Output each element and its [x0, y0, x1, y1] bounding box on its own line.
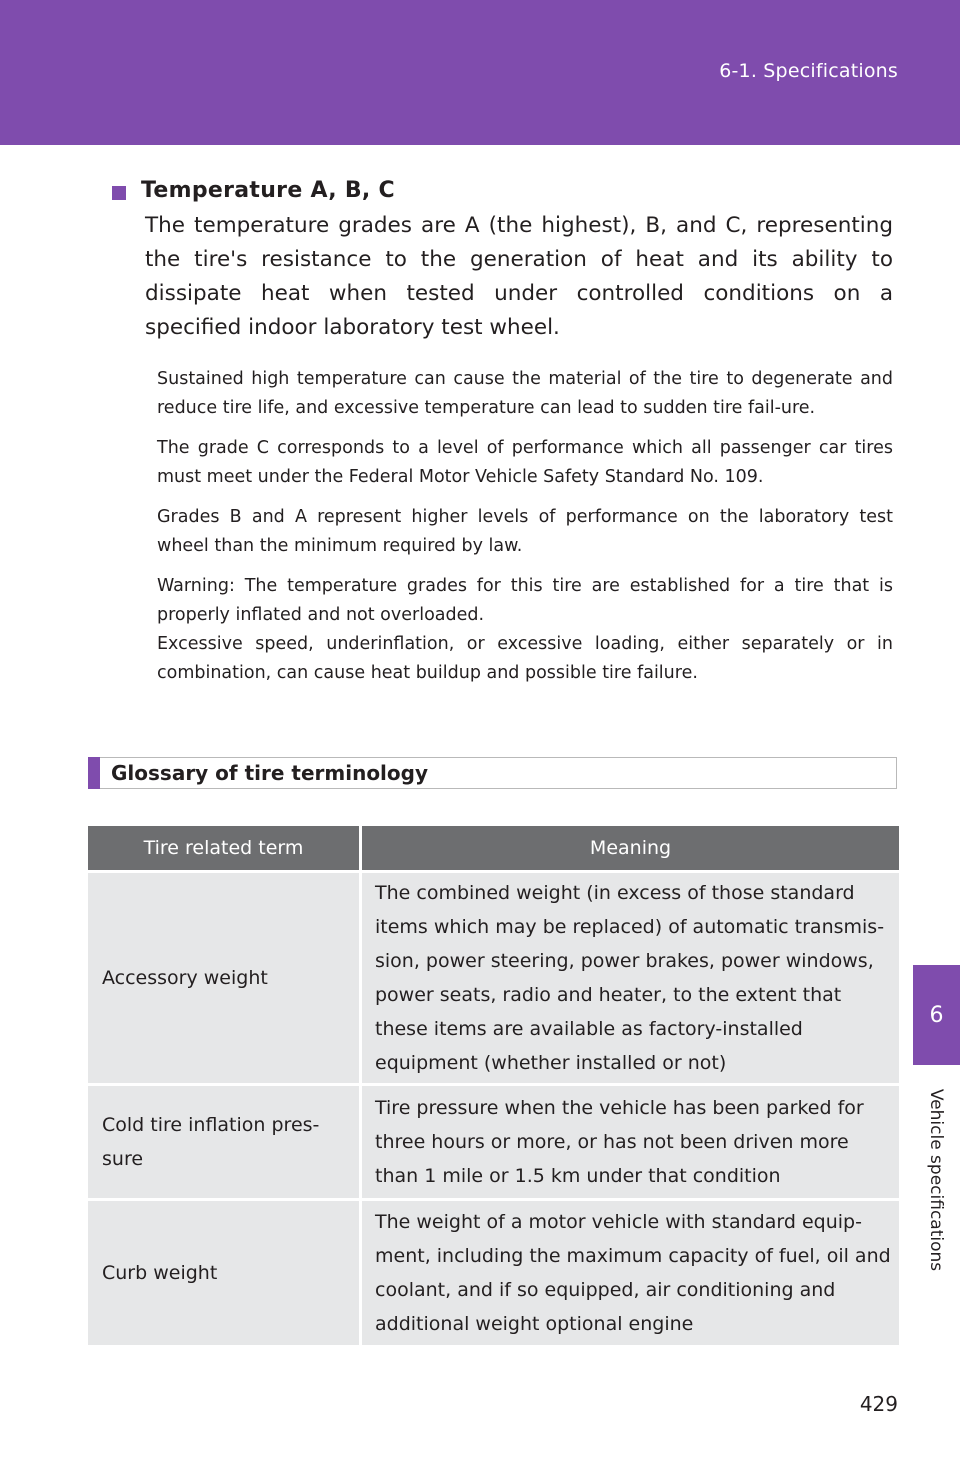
chapter-tab[interactable] [913, 965, 960, 1065]
meaning-cell: The weight of a motor vehicle with standard equip-ment, including the maximum capacity of fuel, oil and coolant, and if so equipped, air conditioning and additional weight optional engine [361, 1200, 900, 1346]
section-title: 6-1. Specifications [719, 60, 898, 82]
term-cell: Cold tire inflation pres-sure [88, 1085, 361, 1200]
note-paragraph: Grades B and A represent higher levels of performance on the laboratory test wheel than the minimum required by law. [157, 507, 893, 556]
note-paragraph: Sustained high temperature can cause the material of the tire to degenerate and reduce tire life, and excessive temperature can lead to sudden tire fail-ure. [157, 369, 893, 418]
temperature-heading-text: Temperature A, B, C [141, 178, 395, 203]
chapter-title-vertical [913, 1075, 960, 1285]
temperature-notes [157, 365, 893, 688]
table-row [88, 1200, 899, 1346]
page-number: 429 [859, 1392, 898, 1416]
term-cell: Accessory weight [88, 872, 361, 1085]
glossary-table [88, 826, 899, 1345]
table-row [88, 872, 899, 1085]
column-header-term: Tire related term [88, 826, 361, 872]
temperature-lead-paragraph: The temperature grades are A (the highest), B, and C, representing the tire's resistance to the generation of heat and its ability to dissipate heat when tested under controlled conditions on a specified indoor laboratory test wheel. [145, 213, 893, 340]
warning-paragraph: Excessive speed, underinflation, or excessive loading, either separately or in combination, can cause heat buildup and possible tire failure. [157, 634, 893, 683]
meaning-cell: The combined weight (in excess of those standard items which may be replaced) of automatic transmis-sion, power steering, power brakes, power windows, power seats, radio and heater, to the extent that these items are available as factory-installed equipment (whether installed or not) [361, 872, 900, 1085]
note-paragraph: The grade C corresponds to a level of performance which all passenger car tires must meet under the Federal Motor Vehicle Safety Standard No. 109. [157, 438, 893, 487]
warning-paragraph: Warning: The temperature grades for this tire are established for a tire that is properly inflated and not overloaded. [157, 576, 893, 625]
header-band [0, 0, 960, 145]
table-header-row [88, 826, 899, 872]
glossary-heading [88, 757, 897, 789]
column-header-meaning: Meaning [361, 826, 900, 872]
bullet-square-icon [112, 186, 126, 200]
temperature-section [113, 178, 893, 699]
glossary-title: Glossary of tire terminology [111, 761, 429, 785]
term-cell: Curb weight [88, 1200, 361, 1346]
chapter-number: 6 [929, 1002, 944, 1028]
heading-accent-bar [88, 757, 100, 789]
meaning-cell: Tire pressure when the vehicle has been parked for three hours or more, or has not been driven more than 1 mile or 1.5 km under that condition [361, 1085, 900, 1200]
temperature-heading [113, 178, 893, 203]
chapter-title: Vehicle specifications [926, 1088, 947, 1272]
table-row [88, 1085, 899, 1200]
